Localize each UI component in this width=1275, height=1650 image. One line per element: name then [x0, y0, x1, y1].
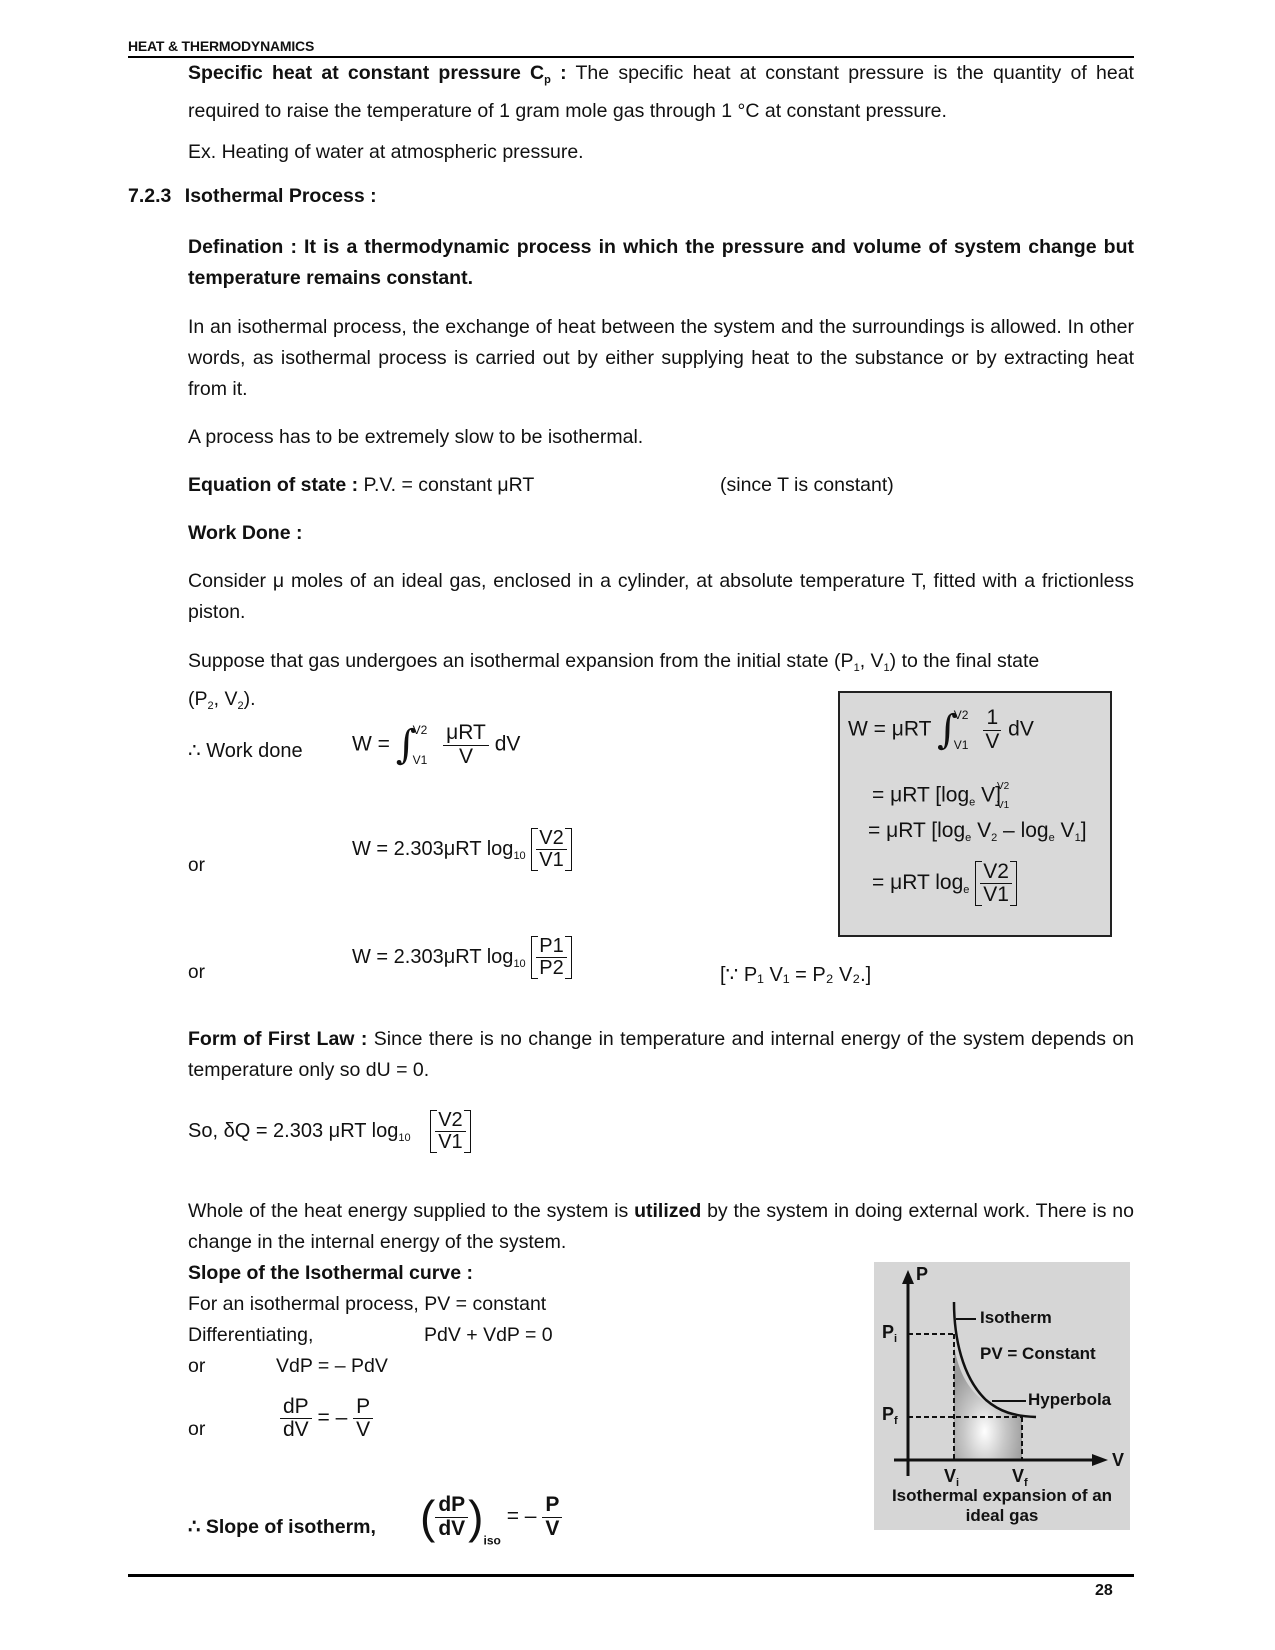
- log-base: 10: [513, 957, 526, 970]
- pv-diagram: [874, 1262, 1130, 1530]
- text-fragment: = μRT [log: [868, 819, 966, 842]
- text-fragment: Whole of the heat energy supplied to the system is: [188, 1200, 635, 1222]
- box-line-4: [872, 861, 1017, 906]
- text-fragment: ) to the final state: [889, 650, 1040, 672]
- paragraph-slow-process: A process has to be extremely slow to be isothermal.: [188, 426, 644, 448]
- cp-paragraph: [188, 58, 1134, 127]
- subscript: 1: [853, 662, 860, 674]
- equals-minus: = –: [506, 1504, 537, 1528]
- subscript: i: [894, 1333, 898, 1345]
- log-base: 10: [398, 1131, 411, 1144]
- text-fragment: P: [882, 1404, 895, 1424]
- box-tail: dV: [1008, 717, 1034, 741]
- work-done-heading: Work Done :: [188, 522, 303, 544]
- footer-rule: [128, 1574, 1134, 1577]
- paren-open: (: [420, 1491, 436, 1543]
- work-log-v-equation: [352, 828, 572, 871]
- slope-line-3-eq: VdP = – PdV: [276, 1355, 388, 1377]
- y-axis-label: P: [916, 1264, 929, 1284]
- subscript: e: [1048, 832, 1055, 844]
- subscript: e: [963, 884, 970, 897]
- integral-sign: ∫: [395, 722, 417, 768]
- or-label: or: [188, 962, 205, 983]
- text-fragment: by the system in doing external work. There is no change in the internal energy of the system.: [188, 1200, 1134, 1253]
- numerator: P: [353, 1396, 373, 1419]
- work-log-p-equation: [352, 936, 572, 979]
- box-line-2: [872, 781, 1009, 811]
- denominator: V: [458, 744, 473, 768]
- text-fragment: V: [944, 1466, 957, 1486]
- text-fragment: ).: [243, 688, 256, 710]
- numerator: P1: [536, 936, 566, 958]
- section-number: 7.2.3: [128, 185, 172, 207]
- equation-of-state-note: (since T is constant): [720, 474, 894, 496]
- text-fragment: Suppose that gas undergoes an isothermal expansion from the initial state (P: [188, 650, 854, 672]
- denominator: V: [545, 1516, 560, 1540]
- work-integral-equation: [352, 722, 520, 768]
- eq-tail: dV: [494, 732, 521, 756]
- equation-of-state: [188, 470, 1134, 501]
- running-header: HEAT & THERMODYNAMICS: [128, 38, 315, 54]
- first-law-paragraph: [188, 1024, 1134, 1086]
- derivation-box: [838, 691, 1112, 937]
- equals-minus: = –: [317, 1406, 348, 1430]
- conclusion-paragraph: [188, 1196, 1134, 1258]
- text-fragment: V: [971, 819, 992, 842]
- cp-text: The specific heat at constant pressure is the quantity of heat required to raise the temperature of 1 gram mole gas through 1 °C at constant pressure.: [188, 62, 1134, 122]
- cp-term: Specific heat at constant pressure C: [188, 62, 545, 84]
- subscript: i: [956, 1477, 960, 1489]
- isotherm-label: Isotherm: [980, 1308, 1052, 1327]
- eq-lhs: W =: [352, 732, 390, 756]
- slope-line-2-eq: PdV + VdP = 0: [424, 1324, 553, 1346]
- or-label: or: [188, 855, 205, 876]
- subscript: f: [894, 1415, 898, 1427]
- integral-sign: ∫: [936, 707, 958, 753]
- diagram-caption: [874, 1486, 1130, 1526]
- caption-line: Isothermal expansion of an: [891, 1486, 1113, 1505]
- bracket: [430, 1110, 470, 1153]
- slope-line-2-label: Differentiating,: [188, 1324, 314, 1346]
- subscript: 2: [237, 700, 244, 712]
- numerator: P: [542, 1494, 562, 1517]
- denominator: V: [985, 729, 1000, 753]
- box-line-1: [848, 707, 1034, 753]
- lower-limit: V1: [412, 753, 428, 767]
- text-fragment: , V: [859, 650, 884, 672]
- text-fragment: ]: [1080, 819, 1087, 842]
- first-law-text: Since there is no change in temperature and internal energy of the system depends on temperature only so dU = 0.: [188, 1028, 1135, 1081]
- cp-term-sub: p: [544, 74, 551, 86]
- section-heading: [128, 185, 377, 208]
- log-base: 10: [513, 849, 526, 862]
- eq-lhs: W = 2.303μRT log: [352, 945, 514, 968]
- work-done-paragraph: Consider μ moles of an ideal gas, enclosed in a cylinder, at absolute temperature T, fitted with a frictionless piston.: [188, 570, 1134, 623]
- heat-equation: [188, 1110, 471, 1153]
- subscript: 1: [883, 662, 890, 674]
- subscript: f: [1024, 1477, 1028, 1489]
- text-fragment: P: [882, 1322, 895, 1342]
- slope-result-label: ∴ Slope of isotherm,: [188, 1516, 376, 1538]
- p-initial-label: [882, 1322, 897, 1345]
- numerator: V2: [435, 1110, 465, 1132]
- slope-line-3-label: or: [188, 1355, 206, 1377]
- definition: Defination : It is a thermodynamic process in which the pressure and volume of system change but temperature remains constant.: [188, 236, 1134, 289]
- fraction: [542, 1494, 562, 1539]
- slope-derivative-equation: [280, 1396, 373, 1441]
- emphasis: utilized: [634, 1200, 702, 1222]
- text-fragment: V]: [975, 783, 1001, 807]
- fraction: [280, 1396, 312, 1441]
- numerator: μRT: [443, 722, 489, 745]
- fraction: [353, 1396, 373, 1441]
- first-law-label: Form of First Law :: [188, 1028, 368, 1050]
- section-title: Isothermal Process :: [184, 185, 377, 207]
- denominator: V: [356, 1418, 371, 1442]
- slope-line-4-label: or: [188, 1418, 206, 1440]
- text-fragment: (P: [188, 688, 208, 710]
- eq-lhs: W = 2.303μRT log: [352, 837, 514, 860]
- denominator: V1: [438, 1131, 463, 1153]
- subscript: 2: [991, 832, 998, 844]
- text-fragment: = μRT [log: [872, 783, 970, 807]
- numerator: V2: [980, 861, 1012, 884]
- slope-heading: Slope of the Isothermal curve :: [188, 1262, 473, 1284]
- subscript: 2: [207, 700, 214, 712]
- denominator: V1: [983, 883, 1009, 907]
- numerator: 1: [983, 707, 1001, 730]
- iso-subscript: iso: [483, 1533, 501, 1548]
- equation-of-state-eq: P.V. = constant μRT: [363, 474, 535, 496]
- text-fragment: , V: [213, 688, 238, 710]
- numerator: V2: [536, 828, 566, 850]
- text-fragment: V: [1012, 1466, 1025, 1486]
- fraction: [435, 1110, 465, 1153]
- denominator: V1: [539, 849, 564, 871]
- eq-lhs: So, δQ = 2.303 μRT log: [188, 1119, 399, 1142]
- cp-example: Ex. Heating of water at atmospheric pressure.: [188, 141, 584, 163]
- text-fragment: V: [1054, 819, 1075, 842]
- upper-limit: V2: [996, 781, 1010, 792]
- lower-limit: V1: [953, 738, 969, 752]
- upper-limit: V2: [953, 708, 969, 722]
- paragraph-heat-exchange: In an isothermal process, the exchange of heat between the system and the surroundings is allowed. In other words, as isothermal process is carried out by either supplying heat to the substance or by extracting heat from it.: [188, 316, 1134, 400]
- therefore-work-done-label: ∴ Work done: [188, 740, 303, 762]
- bracket: [531, 828, 571, 871]
- denominator: dV: [438, 1516, 466, 1540]
- subscript: e: [969, 796, 976, 809]
- slope-line-1: For an isothermal process, PV = constant: [188, 1293, 547, 1315]
- caption-line: ideal gas: [965, 1506, 1039, 1525]
- equation-of-state-label: Equation of state :: [188, 474, 359, 496]
- fraction: [980, 861, 1012, 906]
- fraction: [536, 936, 566, 979]
- x-axis-label: V: [1112, 1450, 1125, 1470]
- page-number: 28: [1095, 1582, 1113, 1599]
- text-fragment: = μRT log: [872, 871, 964, 895]
- cp-colon: :: [550, 62, 567, 84]
- subscript: 1: [1074, 832, 1081, 844]
- bracket: [531, 936, 571, 979]
- paren-close: ): [468, 1491, 484, 1543]
- box-line-3: [868, 819, 1087, 844]
- fraction: [536, 828, 566, 871]
- fraction: [982, 707, 1002, 752]
- hyperbola-label: Hyperbola: [1028, 1390, 1112, 1409]
- subscript: e: [965, 832, 972, 844]
- lower-limit: V1: [996, 800, 1010, 811]
- numerator: dP: [435, 1494, 468, 1517]
- fraction: [435, 1494, 468, 1539]
- box-lhs: W = μRT: [848, 717, 932, 741]
- denominator: P2: [539, 957, 564, 979]
- numerator: dP: [280, 1396, 312, 1419]
- upper-limit: V2: [412, 723, 428, 737]
- p-final-label: [882, 1404, 898, 1427]
- denominator: dV: [283, 1418, 309, 1442]
- bracket: [975, 861, 1017, 906]
- slope-result-equation: [420, 1490, 562, 1548]
- text-fragment: – log: [997, 819, 1049, 842]
- pv-constant-label: PV = Constant: [980, 1344, 1096, 1363]
- eval-limits: [997, 781, 1009, 811]
- fraction: [443, 722, 489, 767]
- since-relation: [∵ P₁ V₁ = P₂ V₂.]: [720, 964, 872, 986]
